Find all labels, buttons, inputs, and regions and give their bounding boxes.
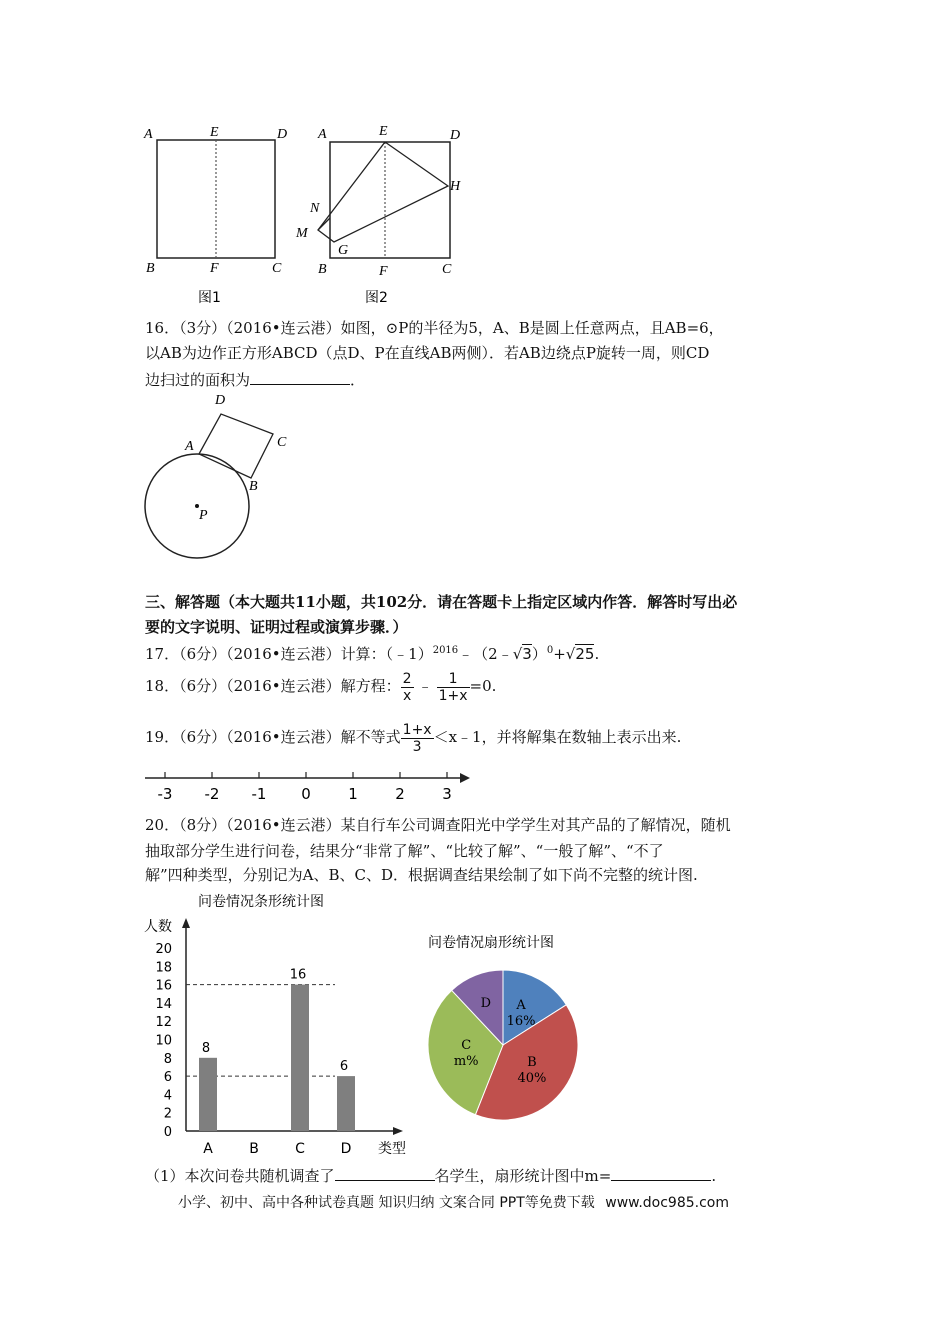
pie-slice-value: m% bbox=[453, 1054, 479, 1070]
pie-slice-value: 40% bbox=[517, 1070, 547, 1086]
q18-minus: ﹣ bbox=[417, 677, 433, 695]
label-N2: N bbox=[310, 201, 320, 216]
footer-url[interactable]: www.doc985.com bbox=[605, 1195, 729, 1211]
label-E: E bbox=[210, 125, 219, 140]
y-tick-label: 16 bbox=[155, 978, 172, 994]
q20-sub1-pre: （1）本次问卷共随机调查了 bbox=[145, 1167, 335, 1185]
y-tick-label: 20 bbox=[155, 942, 172, 957]
number-line-tick-label: -3 bbox=[157, 785, 173, 803]
label-F2: F bbox=[379, 264, 388, 279]
q20-sub1 bbox=[145, 1162, 716, 1189]
q16-line2: 以AB为边作正方形ABCD（点D、P在直线AB两侧）．若AB边绕点P旋转一周，则CD bbox=[145, 344, 710, 362]
q19-f-den: 3 bbox=[412, 738, 422, 755]
bar-value-label: 16 bbox=[289, 967, 307, 983]
pie-slice-label: A bbox=[516, 998, 526, 1014]
figure-3 bbox=[135, 388, 305, 568]
pie-slice-label: C bbox=[461, 1038, 472, 1054]
q17-sqrt25: 25 bbox=[575, 645, 595, 663]
x-axis-arrow bbox=[393, 1127, 403, 1135]
q20-line1: 20．（8分）（2016•连云港）某自行车公司调查阳光中学学生对其产品的了解情况，随机 bbox=[145, 816, 731, 834]
q18-prefix: 18．（6分）（2016•连云港）解方程： bbox=[145, 677, 401, 695]
q18-end: =0. bbox=[469, 677, 497, 695]
q17-mid: ﹣（2﹣ bbox=[458, 645, 513, 663]
y-tick-label: 0 bbox=[163, 1125, 172, 1140]
number-line-tick-label: 3 bbox=[442, 785, 452, 803]
q19-prefix: 19．（6分）（2016•连云港）解不等式 bbox=[145, 728, 401, 746]
y-tick-label: 12 bbox=[155, 1015, 172, 1031]
q20-line3: 解”四种类型，分别记为A、B、C、D．根据调查结果绘制了如下尚不完整的统计图. bbox=[145, 866, 698, 884]
label-A2: A bbox=[318, 127, 327, 142]
sqrt-symbol: √ bbox=[512, 645, 523, 663]
label-D: D bbox=[277, 127, 288, 142]
y-tick-label: 18 bbox=[155, 960, 172, 976]
label-C3: C bbox=[277, 435, 287, 450]
y-tick-label: 4 bbox=[163, 1088, 172, 1104]
q17-end: . bbox=[594, 645, 600, 663]
q17-after: ） bbox=[531, 645, 547, 663]
square-abcd-2 bbox=[330, 142, 450, 258]
footer-text: 小学、初中、高中各种试卷真题 知识归纳 文案合同 PPT等免费下载 bbox=[178, 1195, 595, 1211]
q18-fraction-2 bbox=[437, 671, 470, 704]
pie-chart-title: 问卷情况扇形统计图 bbox=[428, 935, 554, 951]
q18-f1-num: 2 bbox=[402, 670, 412, 687]
y-tick-label: 6 bbox=[163, 1070, 172, 1086]
footer bbox=[178, 1192, 729, 1212]
label-B3: B bbox=[249, 479, 258, 494]
q18-fraction-1 bbox=[401, 671, 414, 704]
y-tick-label: 10 bbox=[155, 1033, 172, 1049]
number-line-tick-label: 0 bbox=[301, 785, 311, 803]
sqrt-symbol-2: √ bbox=[565, 645, 576, 663]
section3-line1: 三、解答题（本大题共11小题，共102分．请在答题卡上指定区域内作答．解答时写出必 bbox=[145, 593, 738, 611]
q20-line2: 抽取部分学生进行问卷，结果分“非常了解”、“比较了解”、“一般了解”、“不了 bbox=[145, 842, 664, 860]
pie-slice-label: B bbox=[527, 1054, 537, 1070]
q19-rel: ＜x﹣1，并将解集在数轴上表示出来. bbox=[433, 728, 682, 746]
q16-line3-pre: 边扫过的面积为 bbox=[145, 371, 251, 389]
q17-plus: + bbox=[553, 645, 566, 663]
y-tick-label: 2 bbox=[163, 1106, 172, 1122]
bar-chart-title: 问卷情况条形统计图 bbox=[198, 894, 324, 910]
q17 bbox=[145, 638, 599, 667]
label-P3: P bbox=[199, 508, 208, 523]
q20-sub1-mid: 名学生，扇形统计图中m= bbox=[434, 1167, 612, 1185]
number-line-tick-label: -1 bbox=[251, 785, 267, 803]
y-tick-label: 8 bbox=[163, 1051, 172, 1067]
pie-slice-label: D bbox=[480, 995, 492, 1011]
label-A: A bbox=[144, 127, 153, 142]
figure-2 bbox=[290, 120, 480, 310]
q19-fraction bbox=[401, 722, 434, 755]
q20-blank-total[interactable] bbox=[335, 1162, 435, 1181]
pie-chart bbox=[420, 925, 600, 1125]
square-abcd-3 bbox=[199, 414, 273, 478]
bar-D bbox=[337, 1076, 355, 1131]
bar-chart-xlabel: 类型 bbox=[378, 1141, 406, 1157]
label-C: C bbox=[272, 261, 282, 276]
q18-f1-den: x bbox=[402, 687, 412, 704]
label-F: F bbox=[210, 261, 219, 276]
q20-blank-m[interactable] bbox=[611, 1162, 711, 1181]
label-G2: G bbox=[338, 243, 349, 258]
q18 bbox=[145, 666, 496, 706]
number-line-tick-label: 2 bbox=[395, 785, 405, 803]
label-D2: D bbox=[450, 128, 461, 143]
pie-slice-value: 16% bbox=[506, 1014, 536, 1030]
bar-chart-ylabel: 人数 bbox=[144, 919, 172, 935]
label-D3: D bbox=[215, 393, 226, 408]
x-tick-label: C bbox=[295, 1141, 305, 1157]
figure-1-caption: 图1 bbox=[198, 290, 221, 306]
q19-f-num: 1+x bbox=[402, 721, 432, 738]
label-H2: H bbox=[450, 179, 461, 194]
x-tick-label: D bbox=[340, 1141, 352, 1157]
folded-shape bbox=[318, 142, 448, 242]
figure-1 bbox=[140, 120, 300, 310]
q19 bbox=[145, 716, 681, 758]
y-tick-label: 14 bbox=[155, 996, 172, 1012]
segment-nm bbox=[318, 218, 330, 230]
number-line-tick-label: 1 bbox=[348, 785, 358, 803]
x-tick-label: A bbox=[203, 1141, 213, 1157]
q20-sub1-post: . bbox=[711, 1167, 717, 1185]
bar-C bbox=[291, 985, 309, 1131]
x-tick-label: B bbox=[249, 1141, 259, 1157]
label-B: B bbox=[146, 261, 155, 276]
label-B2: B bbox=[318, 262, 327, 277]
q16-line3-post: ． bbox=[350, 371, 366, 389]
q17-exponent0: 0 bbox=[546, 645, 554, 656]
bar-value-label: 8 bbox=[201, 1040, 211, 1056]
bar-chart bbox=[140, 886, 430, 1162]
y-axis-arrow bbox=[182, 918, 190, 928]
number-line bbox=[140, 766, 480, 806]
bar-A bbox=[199, 1058, 217, 1131]
q17-prefix: 17．（6分）（2016•连云港）计算：（﹣1） bbox=[145, 645, 433, 663]
bar-value-label: 6 bbox=[339, 1059, 349, 1075]
label-E2: E bbox=[379, 124, 388, 139]
q16-answer-blank[interactable] bbox=[250, 366, 350, 385]
q18-f2-num: 1 bbox=[437, 671, 470, 688]
number-line-arrow bbox=[460, 773, 470, 783]
figure-2-caption: 图2 bbox=[365, 290, 388, 306]
label-A3: A bbox=[185, 439, 194, 454]
q16-line1: 16．（3分）（2016•连云港）如图，⊙P的半径为5，A、B是圆上任意两点，且AB=6， bbox=[145, 319, 724, 337]
section3-line2: 要的文字说明、证明过程或演算步骤．） bbox=[145, 618, 408, 636]
label-C2: C bbox=[442, 262, 452, 277]
q17-exponent: 2016 bbox=[432, 645, 459, 656]
q17-sqrt3: 3 bbox=[522, 645, 532, 663]
q18-f2-den: 1+x bbox=[438, 687, 468, 704]
label-M2: M bbox=[296, 226, 308, 241]
number-line-tick-label: -2 bbox=[204, 785, 220, 803]
